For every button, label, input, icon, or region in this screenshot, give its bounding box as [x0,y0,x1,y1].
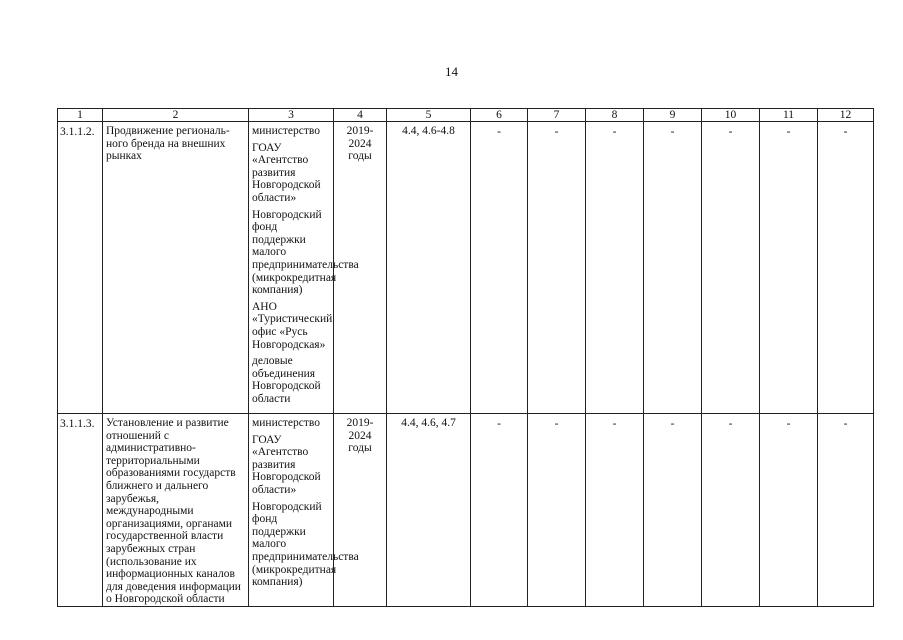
term-cell: 2019-2024 годы [334,414,387,607]
value-cell: - [702,414,760,607]
executors-cell [249,414,359,607]
header-cell: 11 [760,109,818,122]
indicators-cell: 4.4, 4.6-4.8 [387,122,471,414]
program-table [57,108,874,607]
executor: Новгородский фонд поддержки малого предпринимательства (микрокредитная компания) [252,208,359,297]
indicators-cell: 4.4, 4.6, 4.7 [387,414,471,607]
activity-name: Установление и развитие отношений с административно-территориальными образованиями государств ближнего и дальнего зарубежья, международными организациями, органами государственной власти зарубежных стран (использование их информационных каналов для доведения информации о Новгородской области [103,414,249,607]
executor: Новгородский фонд поддержки малого предпринимательства (микрокредитная компания) [252,500,359,589]
header-cell: 2 [103,109,249,122]
executor: ГОАУ «Агентство развития Новгородской области» [252,433,321,496]
executor: ГОАУ «Агентство развития Новгородской области» [252,141,321,204]
header-cell: 3 [249,109,334,122]
value-cell: - [760,122,818,414]
activity-name: Продвижение региональ-ного бренда на внешних рынках [103,122,249,414]
value-cell: - [471,414,528,607]
row-number: 3.1.1.2. [58,122,103,414]
term-cell: 2019-2024 годы [334,122,387,414]
value-cell: - [528,122,586,414]
value-cell: - [528,414,586,607]
value-cell: - [644,414,702,607]
row-number: 3.1.1.3. [58,414,103,607]
value-cell: - [702,122,760,414]
value-cell: - [818,122,874,414]
header-cell: 12 [818,109,874,122]
value-cell: - [644,122,702,414]
value-cell: - [760,414,818,607]
header-cell: 5 [387,109,471,122]
executors-cell [249,122,359,414]
header-cell: 9 [644,109,702,122]
header-cell: 1 [58,109,103,122]
executor: АНО «Туристический офис «Русь Новгородская» [252,300,333,351]
value-cell: - [818,414,874,607]
page-number: 14 [445,64,458,79]
header-row [58,109,874,122]
value-cell: - [586,122,644,414]
executor: министерство [252,125,320,137]
value-cell: - [586,414,644,607]
executor: министерство [252,417,320,429]
table-row [58,414,874,607]
header-cell: 8 [586,109,644,122]
header-cell: 4 [334,109,387,122]
header-cell: 10 [702,109,760,122]
executor: деловые объединения Новгородской области [252,355,321,405]
header-cell: 6 [471,109,528,122]
value-cell: - [471,122,528,414]
table-row [58,122,874,414]
header-cell: 7 [528,109,586,122]
